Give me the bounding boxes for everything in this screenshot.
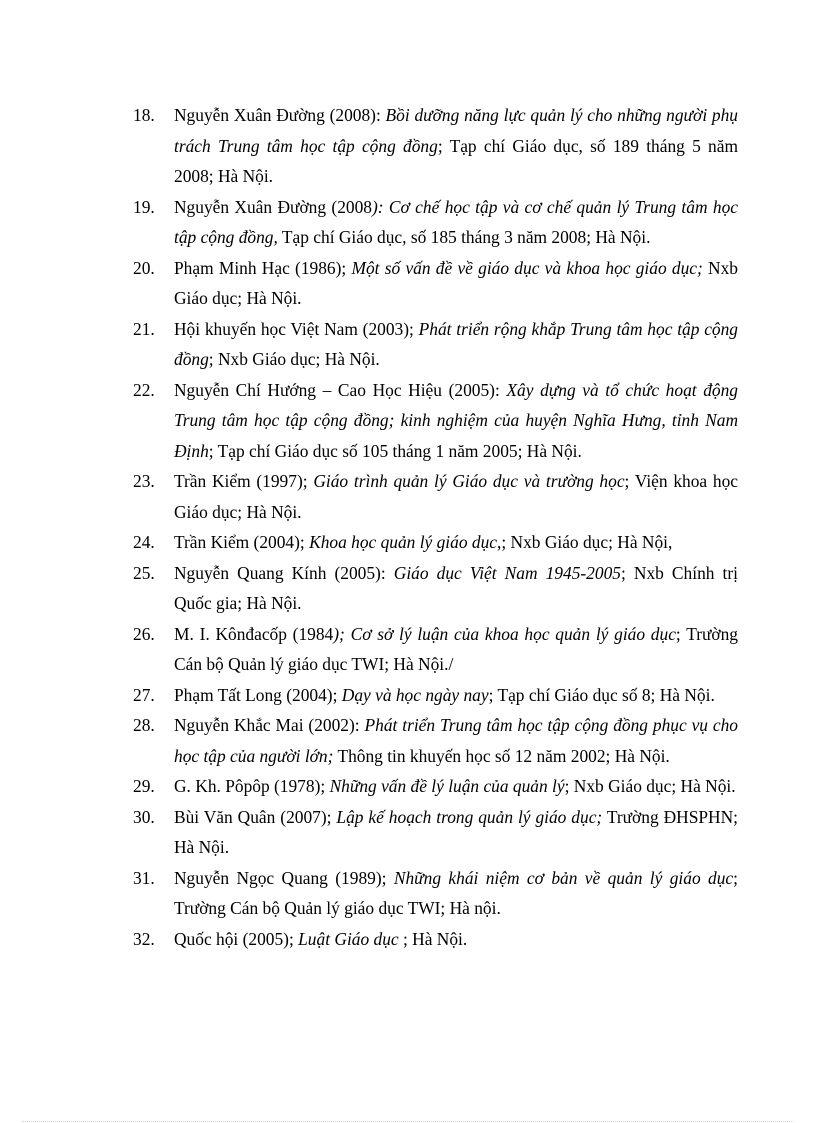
reference-text: Trần Kiểm (1997); — [174, 471, 314, 491]
reference-text: ; Trường Cán bộ Quản lý giáo dục TWI; Hà nội. — [174, 867, 738, 918]
reference-text: ; Viện khoa học Giáo dục; Hà Nội. — [174, 471, 739, 522]
reference-title-italic: Bồi dưỡng năng lực quản lý cho những người phụ trách Trung tâm học tập cộng đồng — [174, 105, 738, 156]
reference-text: ; Hà Nội. — [398, 928, 468, 949]
reference-text: Nguyễn Khắc Mai (2002): — [174, 715, 365, 735]
reference-text: Trần Kiểm (2004); — [174, 532, 310, 552]
reference-number: 25. — [133, 562, 155, 583]
reference-text: Nxb Giáo dục; Hà Nội. — [174, 257, 738, 308]
reference-title-italic: Giáo trình quản lý Giáo dục và trường học — [313, 471, 625, 491]
reference-list — [0, 100, 816, 954]
reference-text: M. I. Kônđacốp (1984 — [174, 623, 334, 644]
reference-text: G. Kh. Pôpôp (1978); — [174, 776, 330, 796]
reference-title-italic: Phát triển Trung tâm học tập cộng đồng phục vụ cho học tập của người lớn; — [174, 715, 738, 766]
reference-title-italic: Dạy và học ngày nay — [341, 684, 489, 705]
reference-item — [0, 375, 738, 467]
reference-item — [0, 527, 738, 558]
reference-item — [0, 558, 738, 619]
reference-number: 21. — [133, 318, 155, 339]
reference-item — [0, 192, 738, 253]
reference-text: Thông tin khuyến học số 12 năm 2002; Hà Nội. — [333, 745, 670, 766]
reference-item — [0, 863, 738, 924]
reference-item — [0, 253, 738, 314]
reference-number: 20. — [133, 257, 155, 278]
reference-number: 18. — [133, 105, 155, 125]
reference-title-italic: , — [402, 227, 407, 247]
reference-text: ; Nxb Giáo dục; Hà Nội. — [208, 349, 380, 369]
reference-title-italic: Những vấn đề lý luận của quản lý — [329, 776, 565, 796]
reference-text: Trường ĐHSPHN; Hà Nội. — [174, 806, 738, 857]
reference-title-italic: Xây dựng và tổ chức hoạt động Trung tâm học tập cộng đồng; kinh nghiệm của huyện Nghĩa Hưng, tỉnh Nam Định — [174, 379, 738, 461]
reference-number: 19. — [133, 196, 155, 217]
reference-title-italic: ); Cơ sở lý luận của khoa học quản lý giáo dục — [333, 623, 676, 644]
reference-title-italic: Lập kế hoạch trong quản lý giáo dục; — [336, 806, 603, 827]
reference-text: ; Nxb Giáo dục; Hà Nội. — [564, 776, 736, 796]
reference-text: Nguyễn Chí Hướng – Cao Học Hiệu (2005): — [174, 379, 507, 400]
reference-text: ; Tạp chí Giáo dục, số 189 tháng 5 năm 2008; Hà Nội. — [174, 135, 738, 186]
reference-number: 27. — [133, 684, 155, 705]
reference-item — [0, 619, 738, 680]
reference-item — [0, 710, 738, 771]
reference-text: Nguyễn Ngọc Quang (1989); — [174, 867, 394, 888]
reference-item — [0, 100, 738, 192]
reference-item — [0, 771, 738, 802]
reference-number: 24. — [133, 532, 155, 552]
reference-text: Bùi Văn Quân (2007); — [174, 806, 337, 827]
reference-number: 22. — [133, 379, 155, 400]
reference-text: ; Tạp chí Giáo dục số 8; Hà Nội. — [488, 684, 715, 705]
reference-number: 26. — [133, 623, 155, 644]
page-bottom-divider — [22, 1121, 794, 1122]
reference-title-italic: Những khái niệm cơ bản về quản lý giáo dục — [393, 867, 734, 888]
reference-item — [0, 466, 738, 527]
reference-number: 31. — [133, 867, 155, 888]
reference-text: Hội khuyến học Việt Nam (2003); — [174, 318, 419, 339]
reference-text: ; Trường Cán bộ Quản lý giáo dục TWI; Hà Nội./ — [174, 623, 739, 674]
reference-item — [0, 314, 738, 375]
reference-text: Quốc hội (2005); — [174, 928, 299, 949]
reference-title-italic: Luật Giáo dục — [298, 928, 399, 949]
reference-item — [0, 680, 738, 711]
reference-number: 28. — [133, 715, 155, 735]
reference-text: ; Nxb Chính trị Quốc gia; Hà Nội. — [174, 562, 739, 613]
reference-text: Nguyễn Quang Kính (2005): — [174, 562, 394, 583]
reference-title-italic: Giáo dục Việt Nam 1945-2005 — [393, 562, 621, 583]
reference-text: ; Tạp chí Giáo dục số 105 tháng 1 năm 2005; Hà Nội. — [208, 440, 582, 461]
reference-text: ,; Nxb Giáo dục; Hà Nội, — [497, 532, 673, 552]
reference-title-italic: Khoa học quản lý giáo dục — [309, 532, 497, 552]
reference-text: Phạm Minh Hạc (1986); — [174, 257, 352, 278]
reference-number: 23. — [133, 471, 155, 491]
reference-item — [0, 802, 738, 863]
reference-text: số 185 tháng 3 năm 2008; Hà Nội. — [406, 227, 651, 247]
reference-text: Nguyễn Xuân Đường (2008): — [174, 105, 386, 125]
reference-number: 32. — [133, 928, 155, 949]
reference-title-italic: Phát triển rộng khắp Trung tâm học tập cộng đồng — [174, 318, 738, 369]
reference-title-italic: Một số vấn đề về giáo dục và khoa học giáo dục; — [351, 257, 703, 278]
reference-text: Tạp chí Giáo dục — [277, 227, 403, 247]
reference-number: 29. — [133, 776, 155, 796]
reference-number: 30. — [133, 806, 155, 827]
reference-text: Nguyễn Xuân Đường (2008 — [174, 196, 372, 217]
reference-text: Phạm Tất Long (2004); — [174, 684, 342, 705]
reference-item — [0, 924, 738, 955]
reference-title-italic: ): Cơ chế học tập và cơ chế quản lý Trung tâm học tập cộng đồng, — [174, 196, 738, 247]
